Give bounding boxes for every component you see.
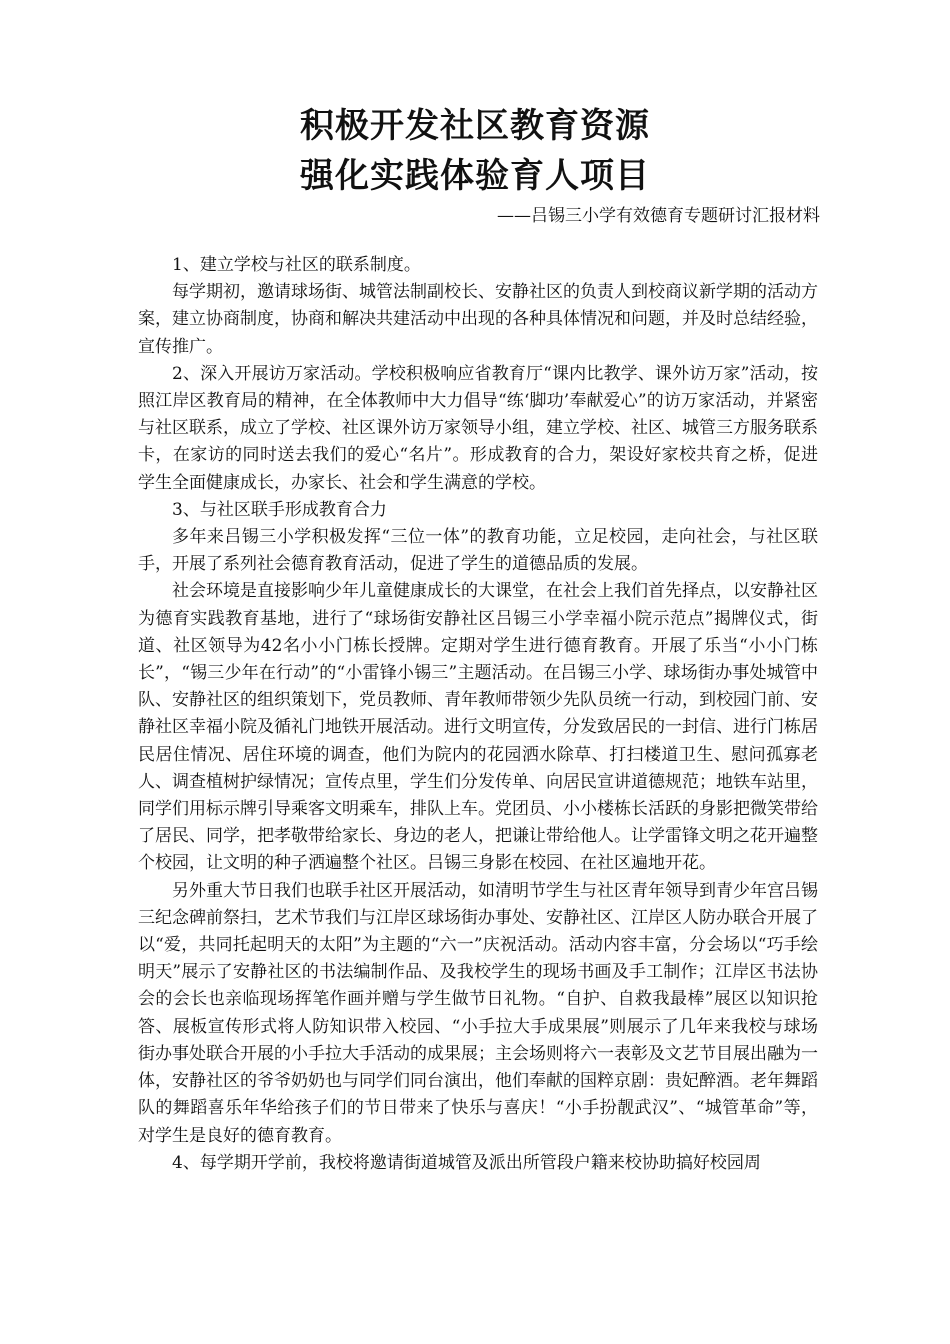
document-title-line-2: 强化实践体验育人项目	[300, 156, 650, 196]
document-body	[138, 252, 818, 1177]
paragraph: 另外重大节日我们也联手社区开展活动，如清明节学生与社区青年领导到青少年宫吕锡三纪念碑前祭扫，艺术节我们与江岸区球场街办事处、安静社区、江岸区人防办联合开展了以“爱，共同托起明天的太阳”为主题的“六一”庆祝活动。活动内容丰富，分会场以“巧手绘明天”展示了安静社区的书法编制作品、及我校学生的现场书画及手工制作；江岸区书法协会的会长也亲临现场挥笔作画并赠与学生做节日礼物。“自护、自救我最棒”展区以知识抢答、展板宣传形式将人防知识带入校园、“小手拉大手成果展”则展示了几年来我校与球场街办事处联合开展的小手拉大手活动的成果展；主会场则将六一表彰及文艺节目展出融为一体，安静社区的爷爷奶奶也与同学们同台演出，他们奉献的国粹京剧：贵妃醉酒。老年舞蹈队的舞蹈喜乐年华给孩子们的节日带来了快乐与喜庆！“小手扮靓武汉”、“城管革命”等，对学生是良好的德育教育。	[138, 880, 818, 1146]
paragraph: 社会环境是直接影响少年儿童健康成长的大课堂，在社会上我们首先择点，以安静社区为德育实践教育基地，进行了“球场街安静社区吕锡三小学幸福小院示范点”揭牌仪式，街道、社区领导为42名小小门栋长授牌。定期对学生进行德育教育。开展了乐当“小小门栋长”，“锡三少年在行动”的“小雷锋小锡三”主题活动。在吕锡三小学、球场街办事处城管中队、安静社区的组织策划下，党员教师、青年教师带领少先队员统一行动，到校园门前、安静社区幸福小院及循礼门地铁开展活动。进行文明宣传，分发致居民的一封信、进行门栋居民居住情况、居住环境的调查，他们为院内的花园洒水除草、打扫楼道卫生、慰问孤寡老人、调查植树护绿情况；宣传点里，学生们分发传单、向居民宣讲道德规范；地铁车站里，同学们用标示牌引导乘客文明乘车，排队上车。党团员、小小楼栋长活跃的身影把微笑带给了居民、同学，把孝敬带给家长、身边的老人，把谦让带给他人。让学雷锋文明之花开遍整个校园，让文明的种子洒遍整个社区。吕锡三身影在校园、在社区遍地开花。	[138, 581, 818, 874]
paragraph-section-2: 2、深入开展访万家活动。学校积极响应省教育厅“课内比教学、课外访万家”活动，按照江岸区教育局的精神，在全体教师中大力倡导“练‘脚功’奉献爱心”的访万家活动，并紧密与社区联系，成立了学校、社区课外访万家领导小组，建立学校、社区、城管三方服务联系卡，在家访的同时送去我们的爱心“名片”。形成教育的合力，架设好家校共育之桥，促进学生全面健康成长，办家长、社会和学生满意的学校。	[138, 363, 818, 493]
paragraph-section-1-heading: 1、建立学校与社区的联系制度。	[172, 255, 421, 275]
paragraph: 每学期初，邀请球场街、城管法制副校长、安静社区的负责人到校商议新学期的活动方案，建立协商制度，协商和解决共建活动中出现的各种具体情况和问题，并及时总结经验，宣传推广。	[138, 282, 818, 357]
paragraph-section-4: 4、每学期开学前，我校将邀请街道城管及派出所管段户籍来校协助搞好校园周	[172, 1152, 761, 1173]
paragraph-section-3-heading: 3、与社区联手形成教育合力	[172, 499, 387, 520]
paragraph: 多年来吕锡三小学积极发挥“三位一体”的教育功能，立足校园，走向社会，与社区联手，开展了系列社会德育教育活动，促进了学生的道德品质的发展。	[138, 527, 818, 575]
document-subtitle: ——吕锡三小学有效德育专题研讨汇报材料	[497, 206, 820, 226]
document-title-line-1: 积极开发社区教育资源	[300, 106, 650, 146]
